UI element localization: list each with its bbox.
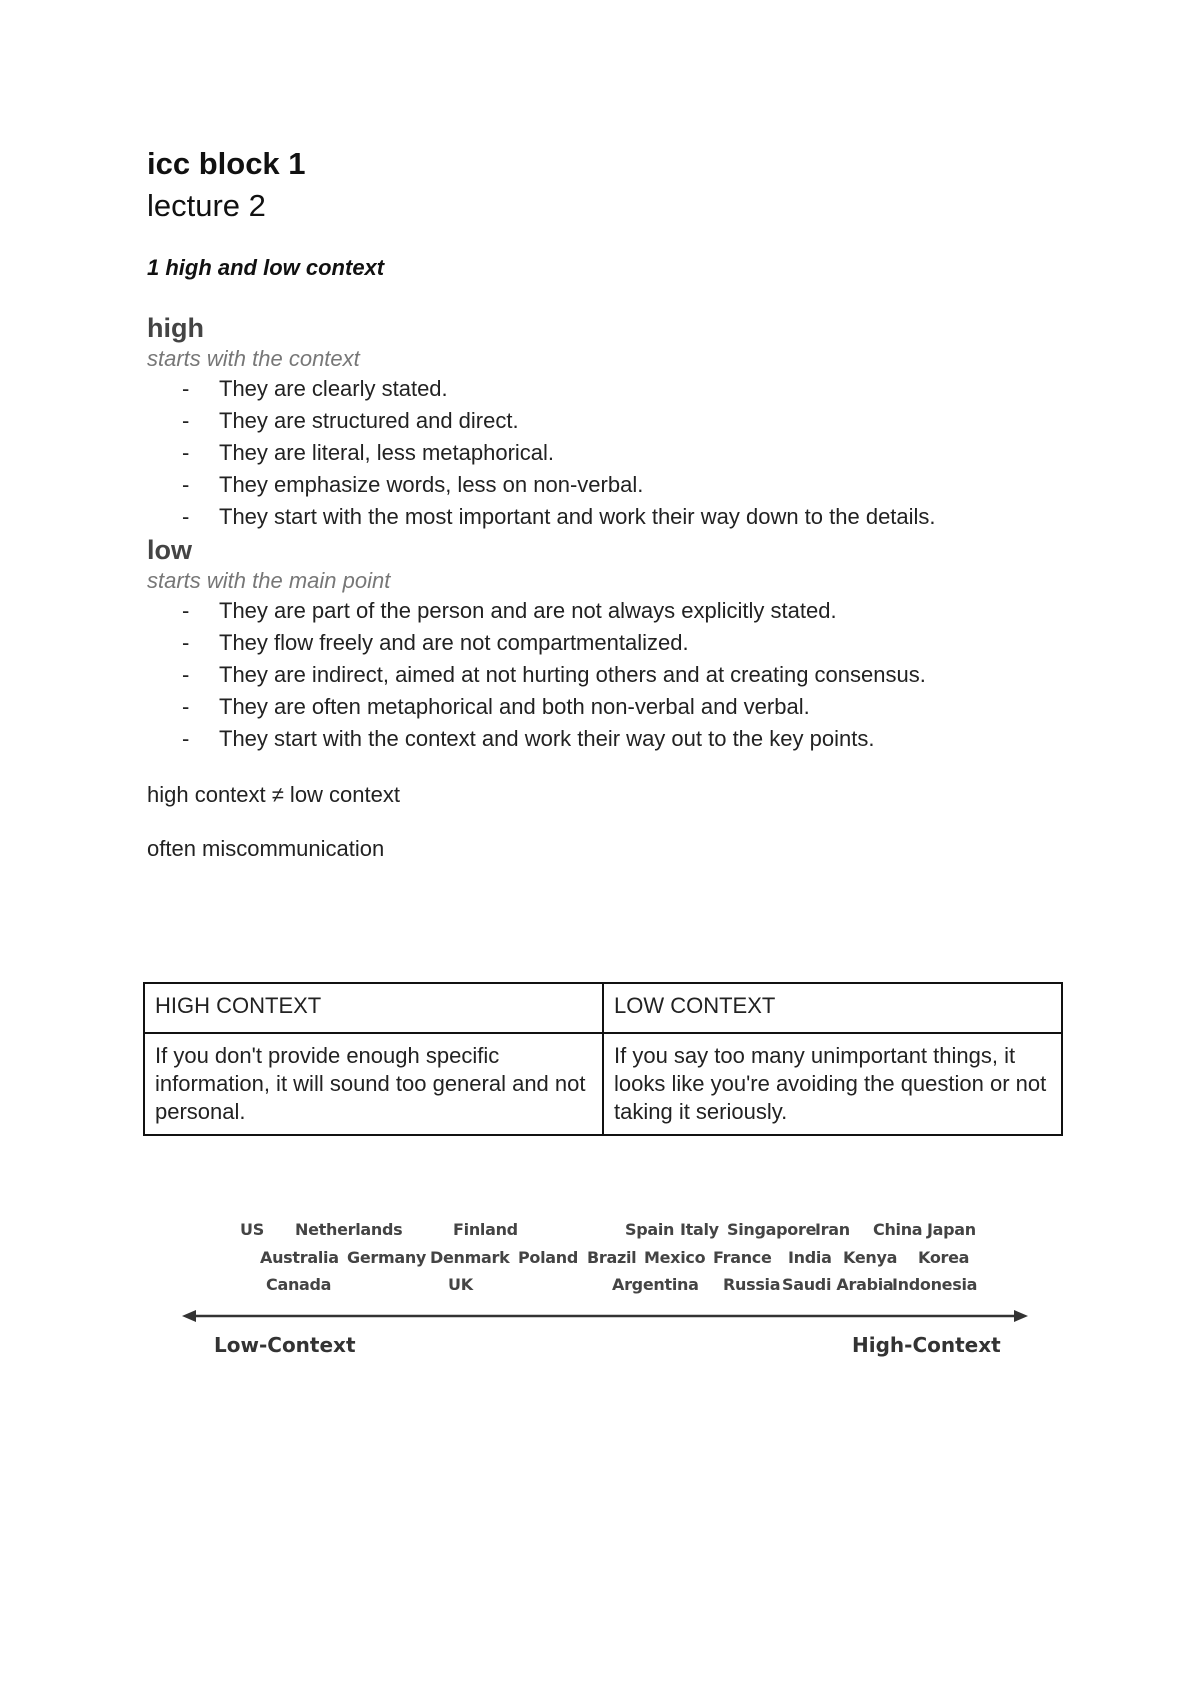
country-label: Mexico — [644, 1248, 706, 1267]
high-heading: high — [147, 313, 204, 343]
list-item: - They are indirect, aimed at not hurting others and at creating consensus. — [147, 659, 1067, 691]
high-context-label: High-Context — [852, 1333, 1001, 1357]
dash-bullet: - — [182, 662, 190, 687]
dash-bullet: - — [182, 376, 190, 401]
country-label: Spain — [625, 1220, 675, 1239]
country-label: Indonesia — [892, 1275, 978, 1294]
low-list — [147, 595, 1067, 755]
country-label: Russia — [723, 1275, 781, 1294]
country-label: Argentina — [612, 1275, 699, 1294]
dash-bullet: - — [182, 630, 190, 655]
table-row — [144, 1033, 1062, 1135]
dash-bullet: - — [182, 408, 190, 433]
document-title: icc block 1 — [147, 146, 306, 181]
country-label: Germany — [347, 1248, 427, 1267]
document-page — [147, 145, 1067, 1124]
list-item: - They are structured and direct. — [147, 405, 1067, 437]
country-label: Kenya — [843, 1248, 898, 1267]
country-label: Saudi Arabia — [782, 1275, 894, 1294]
table-cell-low: If you say too many unimportant things, it looks like you're avoiding the question or not taking it seriously. — [603, 1033, 1062, 1135]
context-scale-diagram — [180, 1220, 1030, 1380]
section-heading: 1 high and low context — [147, 255, 385, 280]
miscommunication-line: often miscommunication — [147, 836, 385, 861]
country-label: Canada — [266, 1275, 332, 1294]
low-subheading: starts with the main point — [147, 568, 391, 593]
country-label: Singapore — [727, 1220, 817, 1239]
country-label: Korea — [918, 1248, 970, 1267]
country-label: Netherlands — [295, 1220, 403, 1239]
list-item: - They start with the context and work their way out to the key points. — [147, 723, 1067, 755]
double-arrow — [180, 1306, 1030, 1326]
country-label: Iran — [815, 1220, 850, 1239]
low-context-label: Low-Context — [214, 1333, 356, 1357]
table-cell-high: If you don't provide enough specific information, it will sound too general and not personal. — [144, 1033, 603, 1135]
comparison-line: high context ≠ low context — [147, 782, 400, 807]
country-label: Poland — [518, 1248, 579, 1267]
arrow-right-head — [1014, 1310, 1028, 1322]
dash-bullet: - — [182, 440, 190, 465]
country-label: Finland — [453, 1220, 518, 1239]
list-item: - They start with the most important and work their way down to the details. — [147, 501, 1067, 533]
country-label: Italy — [680, 1220, 719, 1239]
document-subtitle: lecture 2 — [147, 188, 266, 223]
list-item: - They flow freely and are not compartmentalized. — [147, 627, 1067, 659]
high-subheading: starts with the context — [147, 346, 360, 371]
high-list — [147, 373, 1067, 533]
country-label: China — [873, 1220, 923, 1239]
country-label: India — [788, 1248, 832, 1267]
country-label: US — [240, 1220, 264, 1239]
dash-bullet: - — [182, 598, 190, 623]
country-label: Australia — [260, 1248, 339, 1267]
low-heading: low — [147, 535, 192, 565]
list-item: - They are often metaphorical and both non-verbal and verbal. — [147, 691, 1067, 723]
country-label: UK — [448, 1275, 473, 1294]
dash-bullet: - — [182, 726, 190, 751]
table-header-low: LOW CONTEXT — [603, 983, 1062, 1033]
arrow-left-head — [182, 1310, 196, 1322]
list-item: - They emphasize words, less on non-verbal. — [147, 469, 1067, 501]
list-item: - They are part of the person and are not always explicitly stated. — [147, 595, 1067, 627]
dash-bullet: - — [182, 694, 190, 719]
table-header-row — [144, 983, 1062, 1033]
list-item: - They are literal, less metaphorical. — [147, 437, 1067, 469]
list-item: - They are clearly stated. — [147, 373, 1067, 405]
context-comparison-table — [143, 982, 1063, 1136]
table-header-high: HIGH CONTEXT — [144, 983, 603, 1033]
country-label: Brazil — [587, 1248, 637, 1267]
country-label: France — [713, 1248, 772, 1267]
country-label: Denmark — [430, 1248, 510, 1267]
country-label: Japan — [927, 1220, 976, 1239]
dash-bullet: - — [182, 504, 190, 529]
dash-bullet: - — [182, 472, 190, 497]
